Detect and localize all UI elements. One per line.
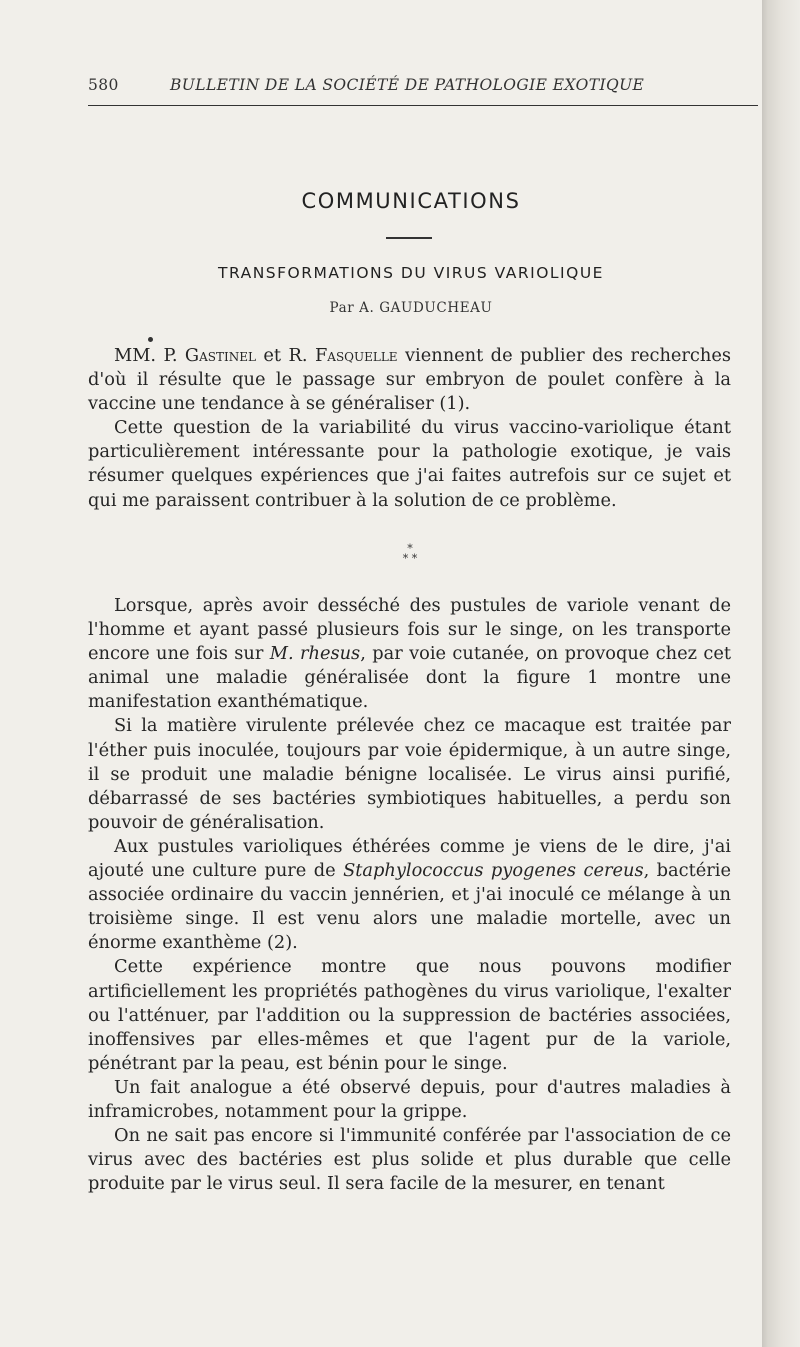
body-paragraph-2: Si la matière virulente prélevée chez ce macaque est traitée par l'éther puis inoculée, toujours par voie épidermique, à un autre singe, il se produit une maladie bénigne localisée. Le virus ainsi purifié, débarrassé de ses bactéries symbiotiques habituelles, a perdu son pouvoir de généralisation. bbox=[88, 715, 731, 833]
intro-and: et R. bbox=[255, 345, 315, 366]
article-title: TRANSFORMATIONS DU VIRUS VARIOLIQUE bbox=[218, 264, 604, 282]
page-number: 580 bbox=[88, 76, 119, 94]
intro-paragraph-2: Cette question de la variabilité du virus vaccino-variolique étant particulièrement intéressante pour la pathologie exotique, je vais résumer quelques expériences que j'ai faites autrefois sur ce sujet et qui me paraissent contribuer à la solution de ce problème. bbox=[88, 417, 731, 511]
body-paragraph-3 bbox=[88, 835, 731, 955]
article-byline: Par A. GAUDUCHEAU bbox=[329, 300, 493, 316]
body-paragraph-5: Un fait analogue a été observé depuis, pour d'autres maladies à inframicrobes, notamment pour la grippe. bbox=[88, 1076, 731, 1122]
journal-title: BULLETIN DE LA SOCIÉTÉ DE PATHOLOGIE EXOTIQUE bbox=[170, 76, 645, 94]
separator-top-star: * bbox=[407, 542, 413, 555]
body-text bbox=[88, 594, 731, 1196]
intro-paragraph-1 bbox=[88, 344, 731, 416]
title-rule bbox=[386, 237, 432, 239]
p3-after: , bactérie associée ordinaire du vaccin jennérien, et j'ai inoculé ce mélange à un troisième singe. Il est venu alors une maladie mortelle, avec un énorme exanthème (2). bbox=[88, 860, 731, 954]
author-name-gastinel: Gastinel bbox=[184, 345, 256, 366]
body-paragraph-6: On ne sait pas encore si l'immunité conférée par l'association de ce virus avec des bactéries est plus solide et plus durable que celle produite par le virus seul. Il sera facile de la mesurer, en tenant bbox=[88, 1125, 731, 1195]
intro-text bbox=[88, 344, 731, 513]
section-title: COMMUNICATIONS bbox=[301, 189, 521, 213]
body-paragraph-4: Cette expérience montre que nous pouvons modifier artificiellement les propriétés pathogènes du virus variolique, l'exalter ou l'atténuer, par l'addition ou la suppression de bactéries associées, inoffensives par elles-mêmes et que l'agent pur de la variole, pénétrant par la peau, est bénin pour le singe. bbox=[88, 956, 731, 1074]
ink-dot-mark bbox=[148, 337, 153, 342]
p3-before: Aux pustules varioliques éthérées comme je viens de le dire, j'ai ajouté une culture pure de bbox=[88, 835, 731, 882]
separator-bottom-stars: * * bbox=[402, 552, 418, 565]
p1-after: , par voie cutanée, on provoque chez cet animal une maladie généralisée dont la figure 1 montre une manifestation exanthématique. bbox=[88, 643, 731, 713]
intro-rest: viennent de publier des recherches d'où il résulte que le passage sur embryon de poulet confère à la vaccine une tendance à se généraliser (1). bbox=[88, 345, 731, 415]
section-separator bbox=[380, 544, 440, 564]
header-rule bbox=[88, 105, 758, 106]
intro-lead: MM. P. bbox=[114, 345, 185, 366]
body-paragraph-1 bbox=[88, 594, 731, 714]
species-name: M. rhesus bbox=[269, 643, 361, 665]
page-edge-shadow bbox=[762, 0, 800, 1347]
author-name-fasquelle: Fasquelle bbox=[314, 345, 398, 366]
p1-before: Lorsque, après avoir desséché des pustules de variole venant de l'homme et ayant passé plusieurs fois sur le singe, on les transporte encore une fois sur bbox=[88, 595, 731, 665]
bacterium-name: Staphylococcus pyogenes cereus bbox=[343, 860, 644, 882]
